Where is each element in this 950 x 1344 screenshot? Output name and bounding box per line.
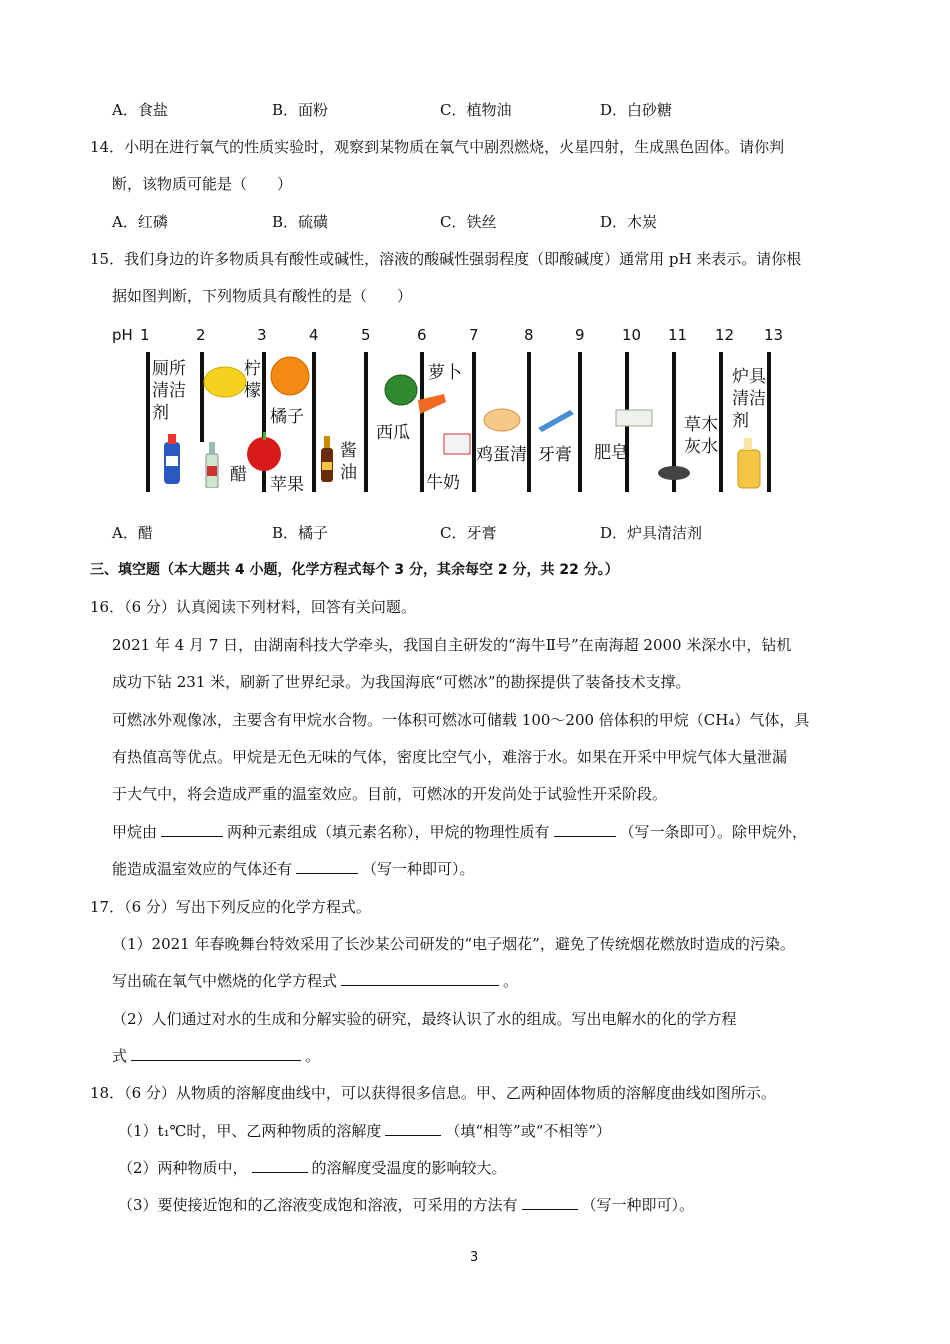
q16-answer-blank-1[interactable] [161,822,223,837]
section-3-title: 三、填空题（本大题共 4 小题，化学方程式每个 3 分，其余每空 2 分，共 22 分。） [90,562,619,578]
q15-stem-line1: 15．我们身边的许多物质具有酸性或碱性，溶液的酸碱性强弱程度（即酸碱度）通常用 pH 来表示。请你根 [90,250,802,268]
label-soap: 肥皂 [594,443,628,463]
q17-part2-line1: （2）人们通过对水的生成和分解实验的研究，最终认识了水的组成。写出电解水的化的学方程 [112,1010,737,1028]
ph-tick: 1 [140,326,150,344]
label-soy-sauce: 酱油 [340,441,357,483]
q14-option-d: D．木炭 [600,213,658,231]
q18-part1 [118,1121,611,1141]
ph-scale-figure [112,322,792,502]
q18-answer-blank-2[interactable] [252,1158,308,1173]
q18-text: 的溶解度受温度的影响较大。 [311,1159,507,1177]
q16-para2-line1: 可燃冰外观像冰，主要含有甲烷水合物。一体积可燃冰可储载 100～200 倍体积的甲烷（CH₄）气体，具 [112,711,810,729]
q14-option-b: B．硫磺 [272,213,329,231]
page-number: 3 [470,1250,479,1265]
q16-text: 甲烷由 [112,823,158,841]
q16-text: 两种元素组成（填元素名称），甲烷的物理性质有 [227,823,550,841]
q18-text: （写一种即可）。 [581,1196,695,1214]
label-egg-white: 鸡蛋清 [476,445,527,465]
q16-para2-line2: 有热值高等优点。甲烷是无色无味的气体，密度比空气小，难溶于水。如果在开采中甲烷气体大量泄漏 [112,748,788,766]
label-orange: 橘子 [270,407,304,427]
q18-part3 [118,1195,694,1215]
watermelon-icon [384,374,418,406]
q17-answer-blank-1[interactable] [341,971,499,986]
soy-sauce-bottle-icon [320,434,334,482]
q18-text: （1）t₁℃时，甲、乙两种物质的溶解度 [118,1122,382,1140]
label-plant-ash-water: 草木灰水 [684,415,718,457]
q16-answer-blank-2[interactable] [554,822,616,837]
q18-text: （填“相等”或“不相等”） [445,1122,612,1140]
ph-tick: 4 [309,326,319,344]
q14-option-c: C．铁丝 [440,213,497,231]
ph-tick: 9 [575,326,585,344]
q18-answer-blank-3[interactable] [522,1195,578,1210]
toothpaste-icon [536,406,576,432]
q18-stem: 18．（6 分）从物质的溶解度曲线中，可以获得很多信息。甲、乙两种固体物质的溶解度曲线如图所示。 [90,1084,776,1102]
q18-part2 [118,1158,507,1178]
q18-text: （2）两种物质中， [118,1159,248,1177]
ph-tick: 8 [524,326,534,344]
apple-icon [244,430,284,472]
ash-bowl-icon [656,464,692,482]
q13-option-b: B．面粉 [272,101,329,119]
q16-para2-line3: 于大气中，将会造成严重的温室效应。目前，可燃冰的开发尚处于试验性开采阶段。 [112,785,668,803]
orange-icon [270,356,310,396]
carrot-icon [416,390,448,418]
label-lemon: 柠檬 [244,359,261,401]
label-vinegar: 醋 [230,465,247,485]
ph-tick: 11 [668,326,688,344]
lemon-icon [202,364,248,400]
q15-option-c: C．牙膏 [440,524,497,542]
q13-option-c: C．植物油 [440,101,512,119]
q16-question-line2 [112,859,475,879]
label-milk: 牛奶 [426,473,460,493]
ph-tick: 5 [361,326,371,344]
q16-stem: 16．（6 分）认真阅读下列材料，回答有关问题。 [90,598,416,616]
q15-stem-line2: 据如图判断，下列物质具有酸性的是（ ） [112,287,413,305]
q13-option-a: A．食盐 [112,101,168,119]
q16-para1-line2: 成功下钻 231 米，刷新了世界纪录。为我国海底“可燃冰”的勘探提供了装备技术支撑。 [112,673,691,691]
q14-stem-line1: 14．小明在进行氧气的性质实验时，观察到某物质在氧气中剧烈燃烧，火星四射，生成黑色固体。请你判 [90,138,785,156]
ph-tick: 13 [764,326,784,344]
q15-option-a: A．醋 [112,524,153,542]
ph-bar [146,352,150,492]
ph-bar [420,352,424,492]
q16-text: （写一条即可）。除甲烷外， [619,823,808,841]
q17-text: 。 [503,972,519,990]
ph-tick: 7 [469,326,479,344]
label-apple: 苹果 [270,475,304,495]
q16-text: （写一种即可）。 [362,860,475,878]
ph-bar [578,352,582,492]
q17-text: 写出硫在氧气中燃烧的化学方程式 [112,972,338,990]
ph-tick: 12 [715,326,735,344]
q17-part1-line1: （1）2021 年春晚舞台特效采用了长沙某公司研发的“电子烟花”，避免了传统烟花燃放时造成的污染。 [112,935,795,953]
q14-option-a: A．红磷 [112,213,168,231]
toilet-cleaner-bottle-icon [160,434,184,486]
ph-bar [472,352,476,492]
q17-text: 。 [305,1047,321,1065]
q15-option-b: B．橘子 [272,524,329,542]
soap-icon [612,406,656,430]
q17-text: 式 [112,1047,128,1065]
label-watermelon: 西瓜 [376,423,410,443]
ph-tick: 6 [417,326,427,344]
milk-carton-icon [440,430,474,456]
q17-part1-line2 [112,971,518,991]
stove-cleaner-bottle-icon [734,436,764,490]
q16-para1-line1: 2021 年 4 月 7 日，由湖南科技大学牵头，我国自主研发的“海牛Ⅱ号”在南海超 2000 米深水中，钻机 [112,636,792,654]
egg-icon [482,406,522,432]
label-stove-cleaner: 炉具清洁剂 [732,367,766,431]
q15-option-d: D．炉具清洁剂 [600,524,703,542]
q16-question-line1 [112,822,807,842]
q17-part2-line2 [112,1046,320,1066]
ph-bar [527,352,531,492]
ph-tick: 3 [257,326,267,344]
q18-text: （3）要使接近饱和的乙溶液变成饱和溶液，可采用的方法有 [118,1196,518,1214]
ph-label: pH [112,326,133,344]
vinegar-bottle-icon [204,440,220,488]
ph-tick: 2 [196,326,206,344]
q17-stem: 17．（6 分）写出下列反应的化学方程式。 [90,898,371,916]
q17-answer-blank-2[interactable] [131,1046,301,1061]
label-toothpaste: 牙膏 [538,445,572,465]
q16-answer-blank-3[interactable] [296,859,358,874]
ph-tick: 10 [622,326,642,344]
q16-text: 能造成温室效应的气体还有 [112,860,293,878]
ph-bar [364,352,368,492]
q13-option-d: D．白砂糖 [600,101,673,119]
ph-bar [312,352,316,492]
q18-answer-blank-1[interactable] [385,1121,441,1136]
q14-stem-line2: 断，该物质可能是（ ） [112,175,293,193]
label-toilet-cleaner: 厕所清洁剂 [152,359,186,423]
label-radish: 萝卜 [428,363,462,383]
